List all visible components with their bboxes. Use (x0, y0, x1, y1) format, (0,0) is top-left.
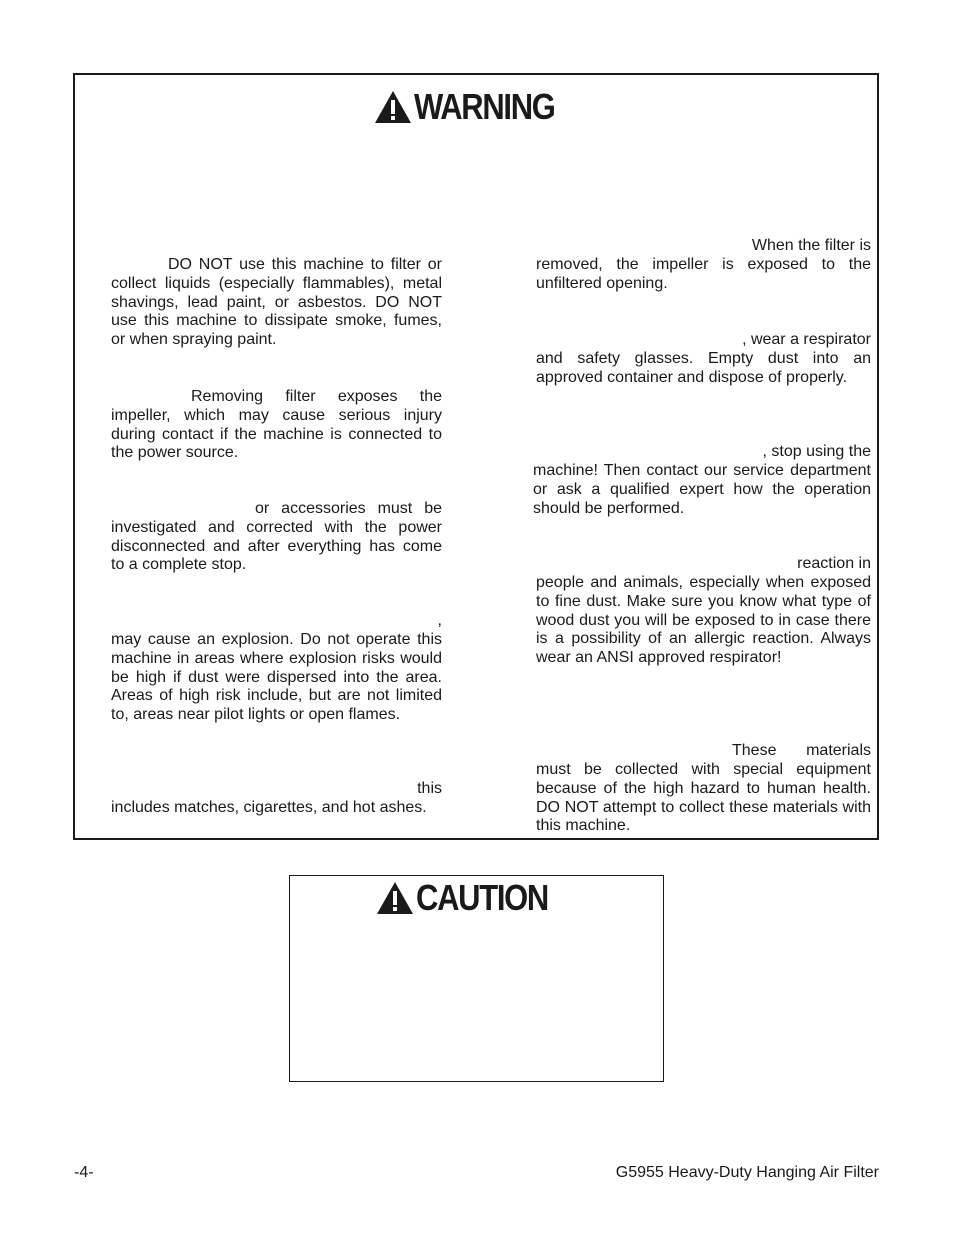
warning-left-para-4: may cause an explosion. Do not operate this machine in areas where explosion risks would be high if dust were dispersed into the area. Areas of high risk include, but are not limited to, areas near pilot lights or open flames. (111, 631, 442, 724)
warning-right-para-1-start: When the filter is (751, 237, 871, 254)
manual-title: G5955 Heavy-Duty Hanging Air Filter (615, 1164, 879, 1181)
warning-right-para-3-start: , stop using the (762, 443, 871, 460)
warning-left-para-3: or accessories must be investigated and corrected with the power disconnected and after everything has come to a complete stop. (111, 500, 442, 574)
warning-right-para-4: people and animals, especially when exposed to fine dust. Make sure you know what type of wood dust you will be exposed to in case there is a possibility of an allergic reaction. Always wear an ANSI approved respirator! (536, 574, 871, 667)
warning-left-para-4-start: , (437, 612, 442, 629)
warning-right-para-2-start: , wear a respirator (742, 331, 871, 348)
warning-title: WARNING (414, 86, 555, 127)
warning-left-para-5-start: this (417, 780, 442, 797)
warning-box (73, 73, 879, 840)
warning-right-para-5: must be collected with special equipment because of the high hazard to human health. DO NOT attempt to collect these materials with this machine. (536, 761, 871, 835)
warning-header (374, 86, 578, 127)
warning-right-para-3: machine! Then contact our service department or ask a qualified expert how the operation should be performed. (533, 462, 871, 517)
caution-header (376, 877, 570, 918)
warning-left-para-5: includes matches, cigarettes, and hot ashes. (111, 799, 427, 816)
page-number: -4- (74, 1164, 94, 1181)
warning-triangle-icon (374, 90, 412, 124)
caution-box (289, 875, 664, 1082)
warning-left-para-1: DO NOT use this machine to filter or collect liquids (especially flammables), metal shavings, lead paint, or asbestos. DO NOT use this machine to dissipate smoke, fumes, or when spraying paint. (111, 256, 442, 349)
warning-right-para-5-start: These materials (732, 742, 871, 759)
caution-title: CAUTION (416, 877, 549, 918)
warning-left-para-2: Removing filter exposes the impeller, which may cause serious injury during contact if the machine is connected to the power source. (111, 388, 442, 462)
warning-right-para-2: and safety glasses. Empty dust into an approved container and dispose of properly. (536, 350, 871, 386)
caution-triangle-icon (376, 881, 414, 915)
warning-right-para-1: removed, the impeller is exposed to the unfiltered opening. (536, 256, 871, 292)
warning-right-para-4-start: reaction in (797, 555, 871, 572)
